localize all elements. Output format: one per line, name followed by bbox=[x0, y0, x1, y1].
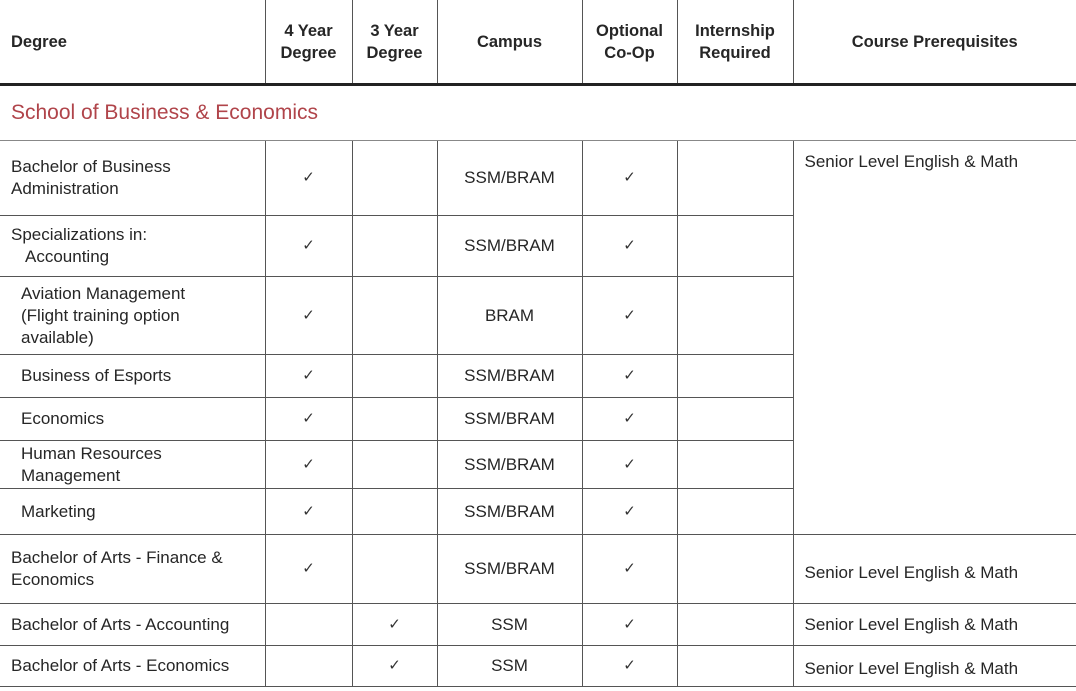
table-row bbox=[0, 604, 1076, 646]
degree-cell: Marketing bbox=[0, 489, 265, 535]
degree-cell: Bachelor of Arts - Finance & Economics bbox=[0, 535, 265, 604]
three-year-cell bbox=[352, 355, 437, 398]
degree-cell: Human Resources Management bbox=[0, 441, 265, 489]
four-year-check: ✓ bbox=[265, 535, 352, 604]
internship-cell bbox=[677, 441, 793, 489]
prerequisites-cell: Senior Level English & Math bbox=[793, 141, 1076, 535]
degree-cell: Economics bbox=[0, 398, 265, 441]
four-year-cell bbox=[265, 646, 352, 687]
campus-cell: SSM bbox=[437, 604, 582, 646]
coop-check: ✓ bbox=[582, 489, 677, 535]
three-year-cell bbox=[352, 216, 437, 277]
table-row bbox=[0, 141, 1076, 216]
coop-check: ✓ bbox=[582, 277, 677, 355]
header-coop: Optional Co-Op bbox=[582, 0, 677, 85]
header-campus: Campus bbox=[437, 0, 582, 85]
campus-cell: SSM/BRAM bbox=[437, 355, 582, 398]
four-year-check: ✓ bbox=[265, 216, 352, 277]
three-year-check: ✓ bbox=[352, 604, 437, 646]
internship-cell bbox=[677, 277, 793, 355]
campus-cell: SSM/BRAM bbox=[437, 141, 582, 216]
internship-cell bbox=[677, 216, 793, 277]
header-internship: Internship Required bbox=[677, 0, 793, 85]
internship-cell bbox=[677, 355, 793, 398]
four-year-check: ✓ bbox=[265, 277, 352, 355]
four-year-check: ✓ bbox=[265, 141, 352, 216]
prerequisites-cell: Senior Level English & Math bbox=[793, 646, 1076, 687]
degree-cell: Bachelor of Business Administration bbox=[0, 141, 265, 216]
degree-cell: Bachelor of Arts - Accounting bbox=[0, 604, 265, 646]
degree-cell: Bachelor of Arts - Economics bbox=[0, 646, 265, 687]
internship-cell bbox=[677, 535, 793, 604]
internship-cell bbox=[677, 398, 793, 441]
internship-cell bbox=[677, 646, 793, 687]
four-year-check: ✓ bbox=[265, 441, 352, 489]
campus-cell: BRAM bbox=[437, 277, 582, 355]
coop-check: ✓ bbox=[582, 398, 677, 441]
four-year-check: ✓ bbox=[265, 398, 352, 441]
degree-cell: Specializations in: Accounting bbox=[0, 216, 265, 277]
four-year-check: ✓ bbox=[265, 489, 352, 535]
coop-check: ✓ bbox=[582, 355, 677, 398]
four-year-cell bbox=[265, 604, 352, 646]
degree-cell: Business of Esports bbox=[0, 355, 265, 398]
header-row bbox=[0, 0, 1076, 85]
three-year-cell bbox=[352, 441, 437, 489]
campus-cell: SSM/BRAM bbox=[437, 441, 582, 489]
campus-cell: SSM/BRAM bbox=[437, 489, 582, 535]
campus-cell: SSM bbox=[437, 646, 582, 687]
prerequisites-cell: Senior Level English & Math bbox=[793, 535, 1076, 604]
coop-check: ✓ bbox=[582, 141, 677, 216]
prerequisites-cell: Senior Level English & Math bbox=[793, 604, 1076, 646]
header-three-year: 3 Year Degree bbox=[352, 0, 437, 85]
table-row bbox=[0, 535, 1076, 604]
section-title: School of Business & Economics bbox=[0, 85, 1076, 141]
header-degree: Degree bbox=[0, 0, 265, 85]
three-year-cell bbox=[352, 277, 437, 355]
campus-cell: SSM/BRAM bbox=[437, 216, 582, 277]
three-year-cell bbox=[352, 141, 437, 216]
coop-check: ✓ bbox=[582, 604, 677, 646]
header-four-year: 4 Year Degree bbox=[265, 0, 352, 85]
section-row bbox=[0, 85, 1076, 141]
internship-cell bbox=[677, 604, 793, 646]
four-year-check: ✓ bbox=[265, 355, 352, 398]
three-year-cell bbox=[352, 398, 437, 441]
coop-check: ✓ bbox=[582, 646, 677, 687]
three-year-cell bbox=[352, 489, 437, 535]
degree-cell: Aviation Management (Flight training option available) bbox=[0, 277, 265, 355]
campus-cell: SSM/BRAM bbox=[437, 398, 582, 441]
internship-cell bbox=[677, 141, 793, 216]
campus-cell: SSM/BRAM bbox=[437, 535, 582, 604]
coop-check: ✓ bbox=[582, 535, 677, 604]
coop-check: ✓ bbox=[582, 216, 677, 277]
internship-cell bbox=[677, 489, 793, 535]
table-row bbox=[0, 646, 1076, 687]
header-prerequisites: Course Prerequisites bbox=[793, 0, 1076, 85]
three-year-cell bbox=[352, 535, 437, 604]
three-year-check: ✓ bbox=[352, 646, 437, 687]
coop-check: ✓ bbox=[582, 441, 677, 489]
